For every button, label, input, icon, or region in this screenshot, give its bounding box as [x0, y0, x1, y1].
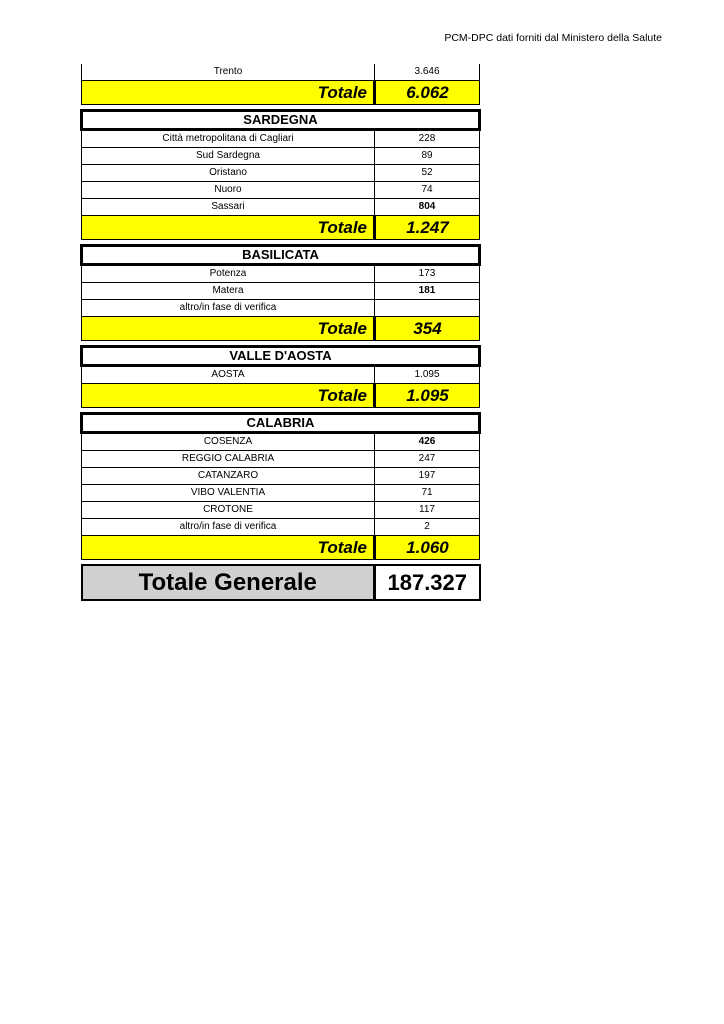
province-name: COSENZA	[82, 433, 375, 451]
source-header: PCM-DPC dati forniti dal Ministero della Salute	[444, 32, 662, 44]
province-value: 117	[375, 502, 480, 519]
total-value: 1.095	[375, 384, 480, 408]
total-label: Totale	[82, 81, 375, 105]
region-title: VALLE D'AOSTA	[82, 347, 480, 366]
table-row	[82, 433, 480, 451]
total-label: Totale	[82, 216, 375, 240]
province-value: 1.095	[375, 366, 480, 384]
province-value: 52	[375, 165, 480, 182]
province-name: Sud Sardegna	[82, 148, 375, 165]
region-header	[82, 246, 480, 265]
table-row	[82, 199, 480, 216]
province-value: 228	[375, 130, 480, 148]
table-row	[82, 519, 480, 536]
table-row	[82, 165, 480, 182]
total-label: Totale	[82, 317, 375, 341]
province-value: 247	[375, 451, 480, 468]
grand-total-value: 187.327	[375, 565, 480, 600]
province-name: Sassari	[82, 199, 375, 216]
province-name: altro/in fase di verifica	[82, 300, 375, 317]
region-header	[82, 111, 480, 130]
total-value: 1.060	[375, 536, 480, 560]
total-value: 6.062	[375, 81, 480, 105]
region-title: BASILICATA	[82, 246, 480, 265]
province-name: altro/in fase di verifica	[82, 519, 375, 536]
province-name: VIBO VALENTIA	[82, 485, 375, 502]
table-row	[82, 366, 480, 384]
province-name: CROTONE	[82, 502, 375, 519]
province-value: 181	[375, 283, 480, 300]
total-value: 354	[375, 317, 480, 341]
total-value: 1.247	[375, 216, 480, 240]
province-value	[375, 300, 480, 317]
total-label: Totale	[82, 536, 375, 560]
table-row	[82, 130, 480, 148]
region-header	[82, 347, 480, 366]
province-name: Potenza	[82, 265, 375, 283]
table-row	[82, 468, 480, 485]
table-row	[82, 485, 480, 502]
province-name: Oristano	[82, 165, 375, 182]
province-value: 3.646	[375, 64, 480, 81]
total-row	[82, 81, 480, 105]
total-row	[82, 216, 480, 240]
table-row	[82, 265, 480, 283]
table-row	[82, 283, 480, 300]
province-value: 426	[375, 433, 480, 451]
province-name: Nuoro	[82, 182, 375, 199]
province-name: AOSTA	[82, 366, 375, 384]
province-value: 173	[375, 265, 480, 283]
province-value: 89	[375, 148, 480, 165]
province-value: 2	[375, 519, 480, 536]
grand-total-label: Totale Generale	[82, 565, 375, 600]
region-title: SARDEGNA	[82, 111, 480, 130]
table-row	[82, 148, 480, 165]
total-row	[82, 536, 480, 560]
total-label: Totale	[82, 384, 375, 408]
grand-total-row	[82, 565, 480, 600]
region-title: CALABRIA	[82, 414, 480, 433]
cases-table	[80, 64, 481, 601]
province-name: REGGIO CALABRIA	[82, 451, 375, 468]
province-name: Trento	[82, 64, 375, 81]
table-row	[82, 502, 480, 519]
region-header	[82, 414, 480, 433]
table-row	[82, 451, 480, 468]
province-name: Città metropolitana di Cagliari	[82, 130, 375, 148]
total-row	[82, 384, 480, 408]
province-name: Matera	[82, 283, 375, 300]
table-row	[82, 182, 480, 199]
province-value: 71	[375, 485, 480, 502]
province-name: CATANZARO	[82, 468, 375, 485]
table-row	[82, 300, 480, 317]
province-value: 74	[375, 182, 480, 199]
total-row	[82, 317, 480, 341]
province-value: 197	[375, 468, 480, 485]
table-row	[82, 64, 480, 81]
province-value: 804	[375, 199, 480, 216]
